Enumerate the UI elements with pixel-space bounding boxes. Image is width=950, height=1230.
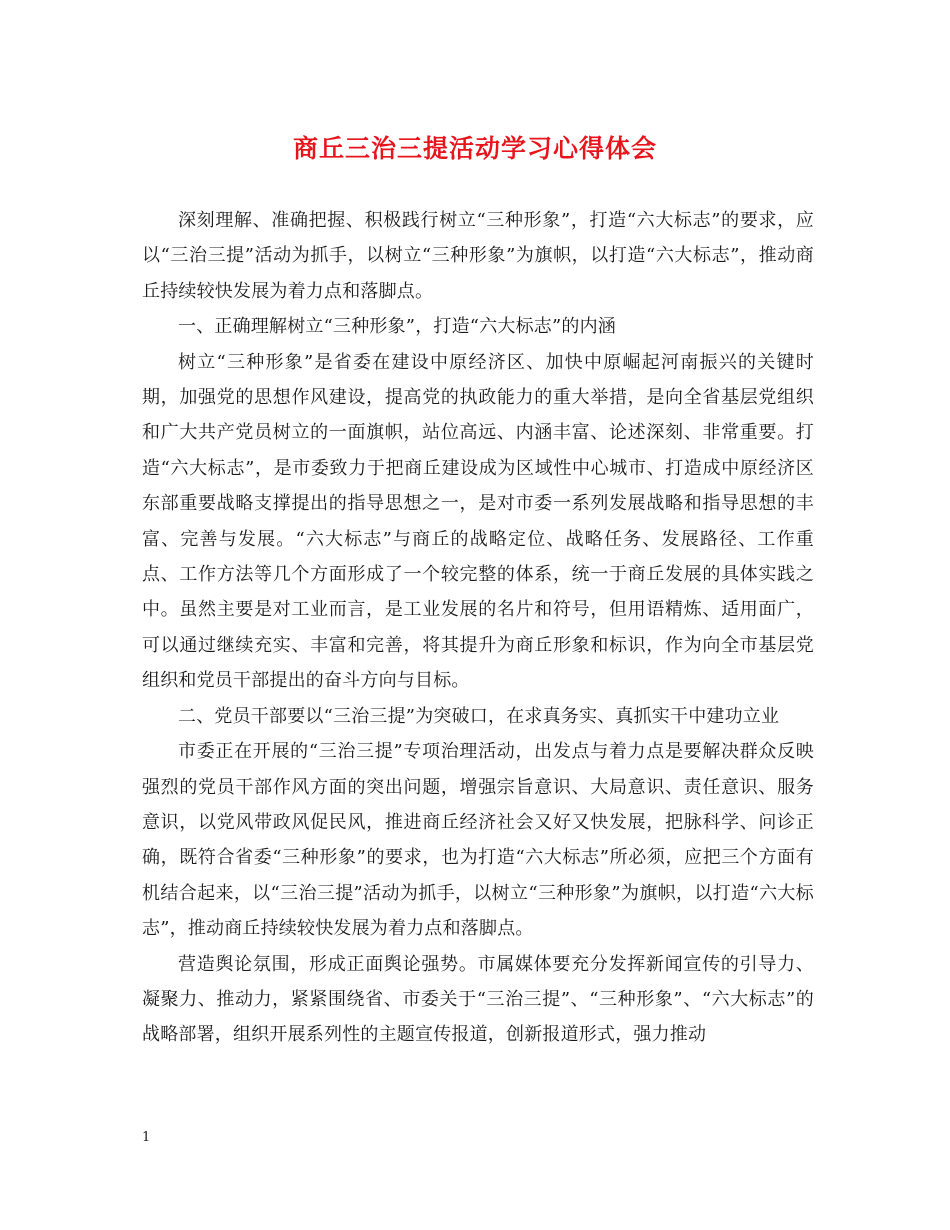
document-body — [142, 203, 814, 1053]
document-title: 商丘三治三提活动学习心得体会 — [292, 134, 657, 163]
section-heading-1: 一、正确理解树立“三种形象”，打造“六大标志”的内涵 — [178, 316, 617, 338]
paragraph-section-2: 市委正在开展的“三治三提”专项治理活动，出发点与着力点是要解决群众反映强烈的党员干部作风方面的突出问题，增强宗旨意识、大局意识、责任意识、服务意识，以党风带政风促民风，推进商丘经济社会又好又快发展，把脉科学、问诊正确，既符合省委“三种形象”的要求，也为打造“六大标志”所必须，应把三个方面有机结合起来，以“三治三提”活动为抓手，以树立“三种形象”为旗帜，以打造“六大标志”，推动商丘持续较快发展为着力点和落脚点。 — [142, 741, 814, 940]
section-heading-2: 二、党员干部要以“三治三提”为突破口，在求真务实、真抓实干中建功立业 — [178, 705, 780, 727]
paragraph-section-1: 树立“三种形象”是省委在建设中原经济区、加快中原崛起河南振兴的关键时期，加强党的思想作风建设，提高党的执政能力的重大举措，是向全省基层党组织和广大共产党员树立的一面旗帜，站位高远、内涵丰富、论述深刻、非常重要。打造“六大标志”，是市委致力于把商丘建设成为区域性中心城市、打造成中原经济区东部重要战略支撑提出的指导思想之一，是对市委一系列发展战略和指导思想的丰富、完善与发展。“六大标志”与商丘的战略定位、战略任务、发展路径、工作重点、工作方法等几个方面形成了一个较完整的体系，统一于商丘发展的具体实践之中。虽然主要是对工业而言，是工业发展的名片和符号，但用语精炼、适用面广，可以通过继续充实、丰富和完善，将其提升为商丘形象和标识，作为向全市基层党组织和党员干部提出的奋斗方向与目标。 — [142, 351, 814, 692]
paragraph-intro: 深刻理解、准确把握、积极践行树立“三种形象”，打造“六大标志”的要求，应以“三治三提”活动为抓手，以树立“三种形象”为旗帜，以打造“六大标志”，推动商丘持续较快发展为着力点和落脚点。 — [142, 210, 814, 302]
paragraph-media: 营造舆论氛围，形成正面舆论强势。市属媒体要充分发挥新闻宣传的引导力、凝聚力、推动力，紧紧围绕省、市委关于“三治三提”、“三种形象”、“六大标志”的战略部署，组织开展系列性的主题宣传报道，创新报道形式，强力推动 — [142, 953, 814, 1046]
page-number: 1 — [142, 1130, 151, 1145]
